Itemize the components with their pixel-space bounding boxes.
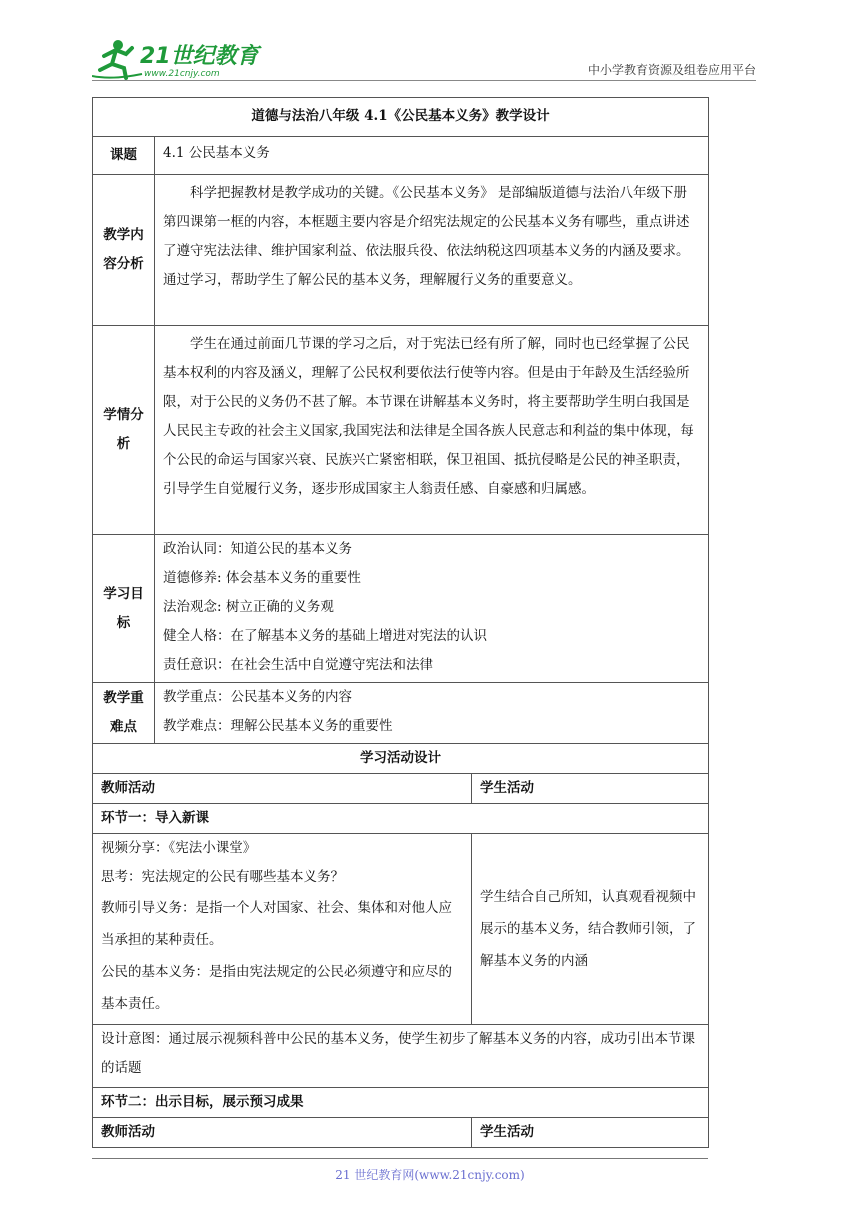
- goals-label: 学习目标: [93, 535, 155, 683]
- site-logo: [92, 36, 272, 80]
- key-point-item: 教学难点：理解公民基本义务的重要性: [163, 718, 393, 734]
- teacher-activity-line: 教师引导义务：是指一个人对国家、社会、集体和对他人应当承担的某种责任。: [101, 900, 452, 948]
- activity-title: 学习活动设计: [93, 744, 709, 774]
- section1-content-row: [93, 834, 709, 1025]
- runner-logo-icon: [92, 36, 272, 80]
- activity-header-row-2: [93, 1118, 709, 1148]
- goal-item: 政治认同：知道公民的基本义务: [163, 541, 352, 557]
- goal-item: 健全人格：在了解基本义务的基础上增进对宪法的认识: [163, 628, 487, 644]
- title-row: [93, 98, 709, 137]
- goal-item: 责任意识：在社会生活中自觉遵守宪法和法律: [163, 657, 433, 673]
- section1-title: 环节一：导入新课: [93, 804, 709, 834]
- student-activity-text: 学生结合自己所知，认真观看视频中展示的基本义务，结合教师引领，了解基本义务的内涵: [472, 834, 709, 1025]
- goal-item: 法治观念: 树立正确的义务观: [163, 599, 334, 615]
- activity-title-row: [93, 744, 709, 774]
- situation-text: 学生在通过前面几节课的学习之后，对于宪法已经有所了解，同时也已经掌握了公民基本权利的内容及涵义，理解了公民权利要依法行使等内容。但是由于年龄及生活经验所限，对于公民的义务仍不甚了解。本节课在讲解基本义务时，将主要帮助学生明白我国是人民民主专政的社会主义国家,我国宪法和法律是全国各族人民意志和利益的集中体现，每个公民的命运与国家兴衰、民族兴亡紧密相联，保卫祖国、抵抗侵略是公民的神圣职责，引导学生自觉履行义务，逐步形成国家主人翁责任感、自豪感和归属感。: [163, 336, 694, 497]
- activity-header-row: [93, 774, 709, 804]
- teacher-activity-line: 视频分享：《宪法小课堂》: [101, 840, 257, 856]
- key-points-row: [93, 683, 709, 744]
- teacher-col-header: 教师活动: [93, 774, 472, 804]
- section2-row: [93, 1088, 709, 1118]
- topic-label: 课题: [93, 137, 155, 175]
- situation-row: [93, 326, 709, 535]
- doc-title: 道德与法治八年级 4.1《公民基本义务》教学设计: [93, 98, 709, 137]
- teacher-activity-line: 思考：宪法规定的公民有哪些基本义务？: [101, 869, 344, 885]
- header-divider: [92, 80, 756, 81]
- content-analysis-label: 教学内容分析: [93, 175, 155, 326]
- content-analysis-text: 科学把握教材是教学成功的关键。《公民基本义务》 是部编版道德与法治八年级下册第四课第一框的内容，本框题主要内容是介绍宪法规定的公民基本义务有哪些，重点讲述了遵守宪法法律、维护国家利益、依法服兵役、依法纳税这四项基本义务的内涵及要求。通过学习，帮助学生了解公民的基本义务，理解履行义务的重要意义。: [163, 185, 690, 288]
- topic-row: [93, 137, 709, 175]
- content-analysis-row: [93, 175, 709, 326]
- logo-text: 21世纪教育: [140, 44, 259, 69]
- key-point-item: 教学重点：公民基本义务的内容: [163, 689, 352, 705]
- key-points-label: 教学重难点: [93, 683, 155, 744]
- design-intent: 设计意图：通过展示视频科普中公民的基本义务，使学生初步了解基本义务的内容，成功引出本节课的话题: [93, 1025, 709, 1088]
- platform-name: 中小学教育资源及组卷应用平台: [587, 63, 756, 77]
- teacher-col-header-2: 教师活动: [93, 1118, 472, 1148]
- student-col-header: 学生活动: [472, 774, 709, 804]
- logo-url: www.21cnjy.com: [144, 69, 220, 79]
- goal-item: 道德修养: 体会基本义务的重要性: [163, 570, 361, 586]
- footer-divider: [92, 1158, 708, 1159]
- lesson-plan-table: [92, 97, 709, 1148]
- goals-row: [93, 535, 709, 683]
- footer-text: 21 世纪教育网(www.21cnjy.com): [335, 1168, 525, 1182]
- section1-row: [93, 804, 709, 834]
- section1-intent-row: [93, 1025, 709, 1088]
- section2-title: 环节二：出示目标，展示预习成果: [93, 1088, 709, 1118]
- student-col-header-2: 学生活动: [472, 1118, 709, 1148]
- situation-label: 学情分析: [93, 326, 155, 535]
- teacher-activity-line: 公民的基本义务：是指由宪法规定的公民必须遵守和应尽的基本责任。: [101, 964, 452, 1012]
- topic-value: 4.1 公民基本义务: [155, 137, 709, 175]
